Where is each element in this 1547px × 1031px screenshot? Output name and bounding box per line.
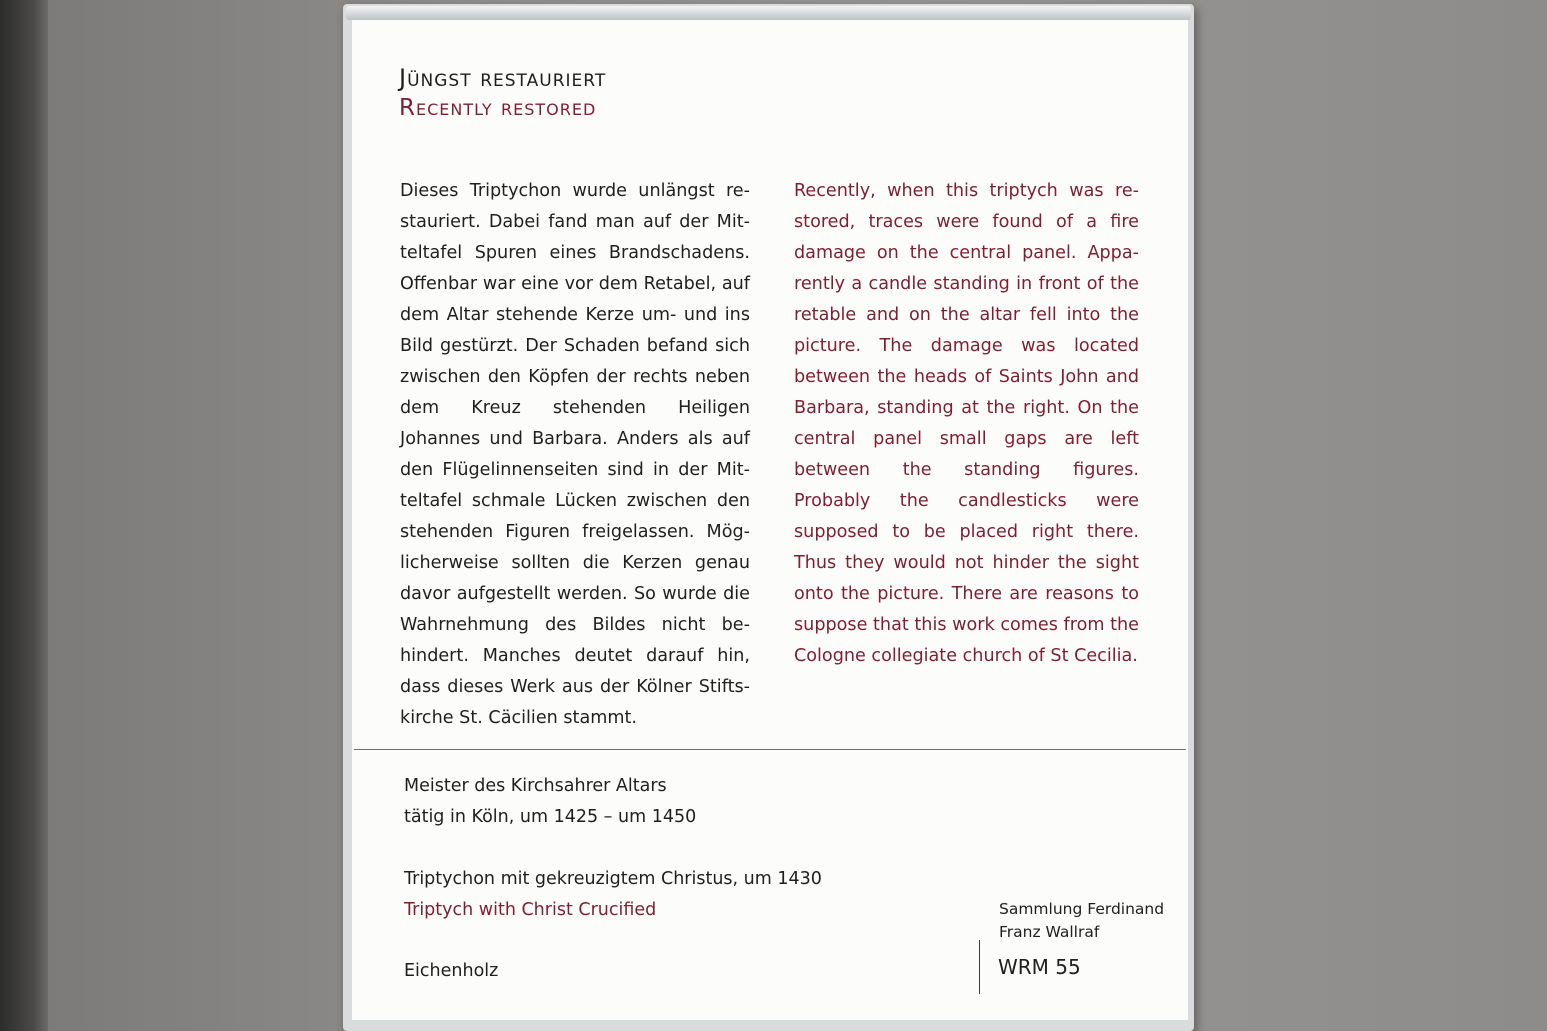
heading-english: Recently restored xyxy=(399,95,597,121)
dotted-divider xyxy=(354,749,1186,750)
vertical-rule xyxy=(979,940,980,994)
heading-german: Jüngst restauriert xyxy=(399,64,607,92)
artwork-title-english: Triptych with Christ Crucified xyxy=(404,900,657,920)
artwork-title-german: Triptychon mit gekreuzigtem Christus, um 1430 xyxy=(404,869,822,889)
inventory-number: WRM 55 xyxy=(998,955,1081,979)
museum-label-card xyxy=(352,20,1188,1020)
description-english: Recently, when this triptych was restored, traces were found of a fire damage on the central panel. Apparently a candle standing in front of the retable and on the altar fell into the picture. The damage was located between the heads of Saints John and Barbara, standing at the right. On the central panel small gaps are left between the standing figures. Probably the candlesticks were supposed to be placed right there. Thus they would not hinder the sight onto the picture. There are reasons to suppose that this work comes from the Cologne collegiate church of St Cecilia. xyxy=(794,180,1139,666)
collection-line-2: Franz Wallraf xyxy=(999,923,1100,941)
description-german: Dieses Triptychon wurde unlängst restauriert. Dabei fand man auf der Mitteltafel Spuren eines Brandschadens. Offenbar war eine vor dem Retabel, auf dem Altar stehende Kerze um- und ins Bild gestürzt. Der Schaden befand sich zwischen den Köpfen der rechts neben dem Kreuz stehenden Heiligen Johannes und Barbara. Anders als auf den Flügelinnenseiten sind in der Mitteltafel schmale Lücken zwischen den stehenden Figuren freigelassen. Möglicherweise sollten die Kerzen genau davor aufgestellt werden. So wurde die Wahrnehmung des Bildes nicht behindert. Manches deutet darauf hin, dass dieses Werk aus der Kölner Stiftskirche St. Cäcilien stammt. xyxy=(400,180,750,728)
collection-line-1: Sammlung Ferdinand xyxy=(999,900,1165,918)
holder-top-edge xyxy=(346,6,1191,20)
artist-active-dates: tätig in Köln, um 1425 – um 1450 xyxy=(404,807,697,827)
artist-name: Meister des Kirchsahrer Altars xyxy=(404,776,667,796)
artwork-material: Eichenholz xyxy=(404,961,499,981)
wall-shadow-left xyxy=(0,0,48,1031)
collection-credit xyxy=(999,898,1164,944)
